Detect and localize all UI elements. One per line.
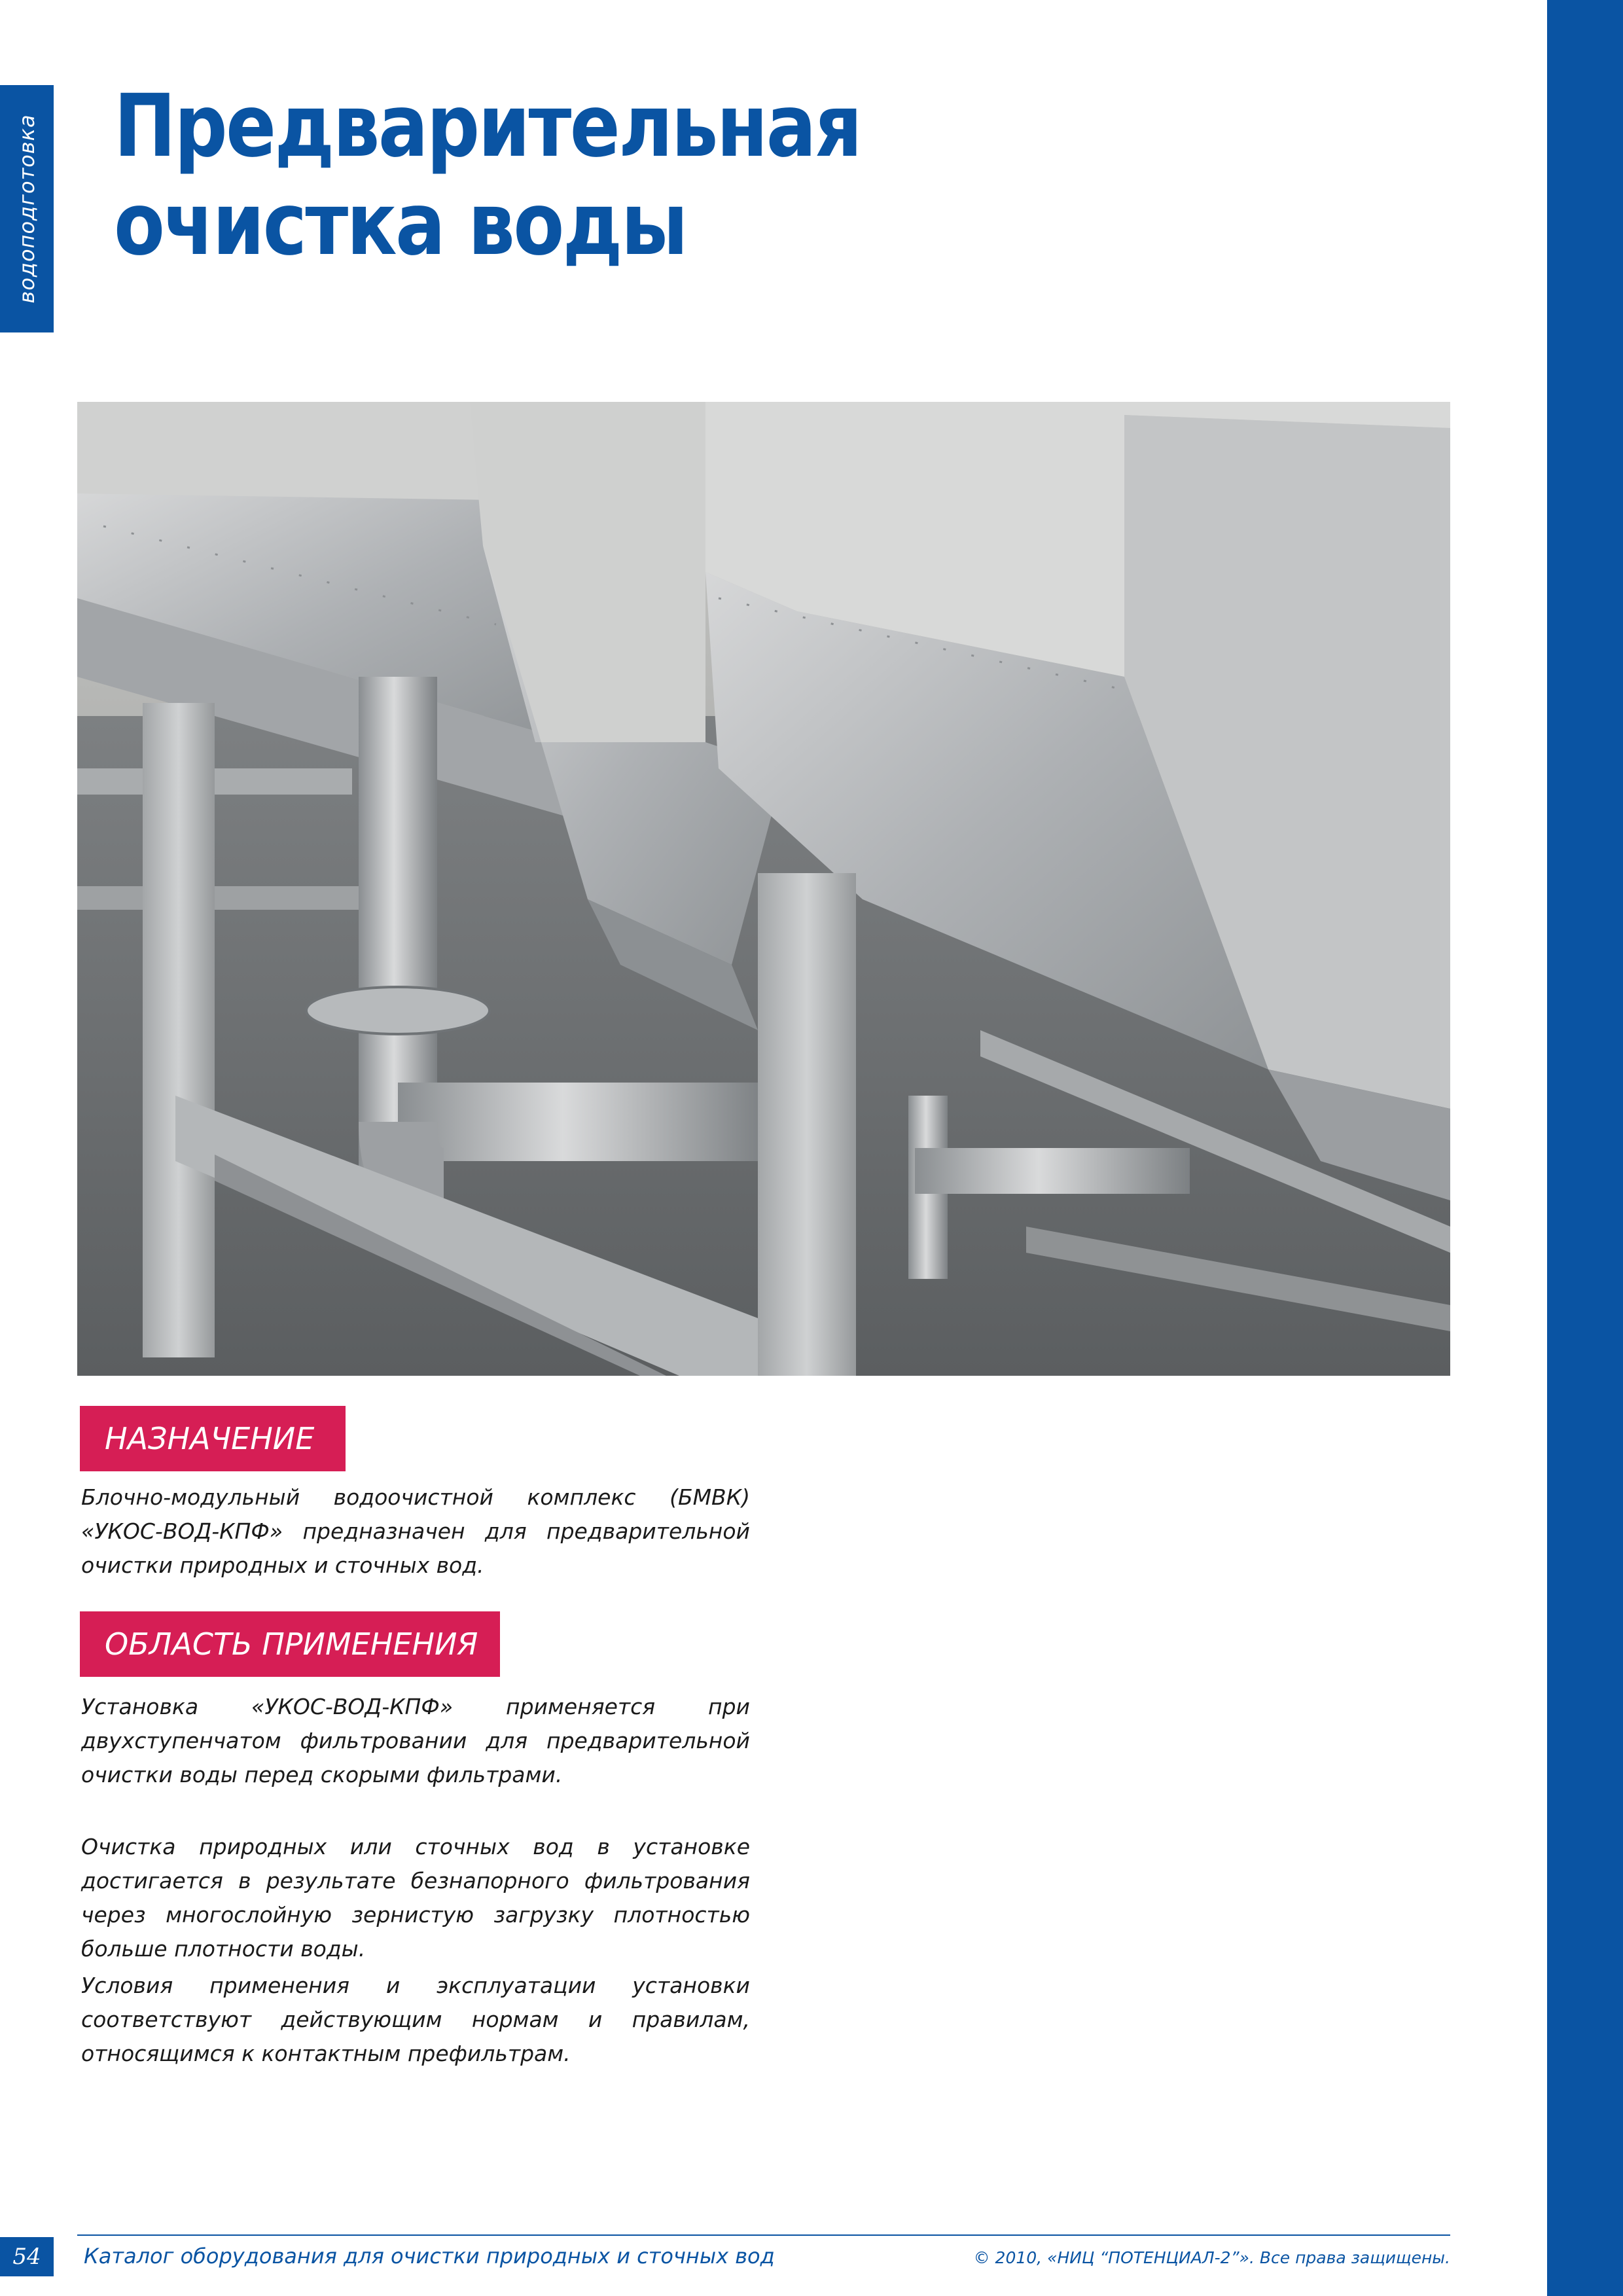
section-side-tab bbox=[0, 85, 54, 332]
page-title bbox=[114, 77, 861, 274]
application-paragraph-2: Очистка природных или сточных вод в установке достигается в результате безнапорного фильтрования через многослойную зернистую загрузку плотностью больше плотности воды. bbox=[81, 1834, 750, 1962]
page-title-line-2: очистка воды bbox=[114, 174, 687, 275]
industrial-filter-equipment-photo bbox=[77, 402, 1450, 1376]
application-paragraph-3: Условия применения и эксплуатации установки соответствуют действующим нормам и правилам, относящимся к контактным префильтрам. bbox=[81, 1973, 750, 2066]
footer-catalog-title: Каталог оборудования для очистки природных и сточных вод bbox=[84, 2244, 775, 2269]
footer-divider bbox=[77, 2234, 1450, 2236]
side-tab-label: водоподготовка bbox=[14, 114, 39, 304]
page-title-line-1: Предварительная bbox=[114, 76, 861, 177]
page-number: 54 bbox=[0, 2237, 54, 2276]
equipment-photo bbox=[77, 402, 1450, 1376]
right-margin-bar bbox=[1547, 0, 1623, 2296]
application-paragraph-1: Установка «УКОС-ВОД-КПФ» применяется при двухступенчатом фильтровании для предварительной очистки воды перед скорыми фильтрами. bbox=[81, 1694, 750, 1787]
purpose-heading-badge: НАЗНАЧЕНИЕ bbox=[80, 1406, 346, 1471]
application-heading-badge: ОБЛАСТЬ ПРИМЕНЕНИЯ bbox=[80, 1611, 500, 1677]
footer-copyright: © 2010, «НИЦ “ПОТЕНЦИАЛ-2”». Все права защищены. bbox=[973, 2248, 1450, 2267]
purpose-paragraph: Блочно-модульный водоочистной комплекс (БМВК) «УКОС-ВОД-КПФ» предназначен для предварительной очистки природных и сточных вод. bbox=[81, 1484, 750, 1578]
